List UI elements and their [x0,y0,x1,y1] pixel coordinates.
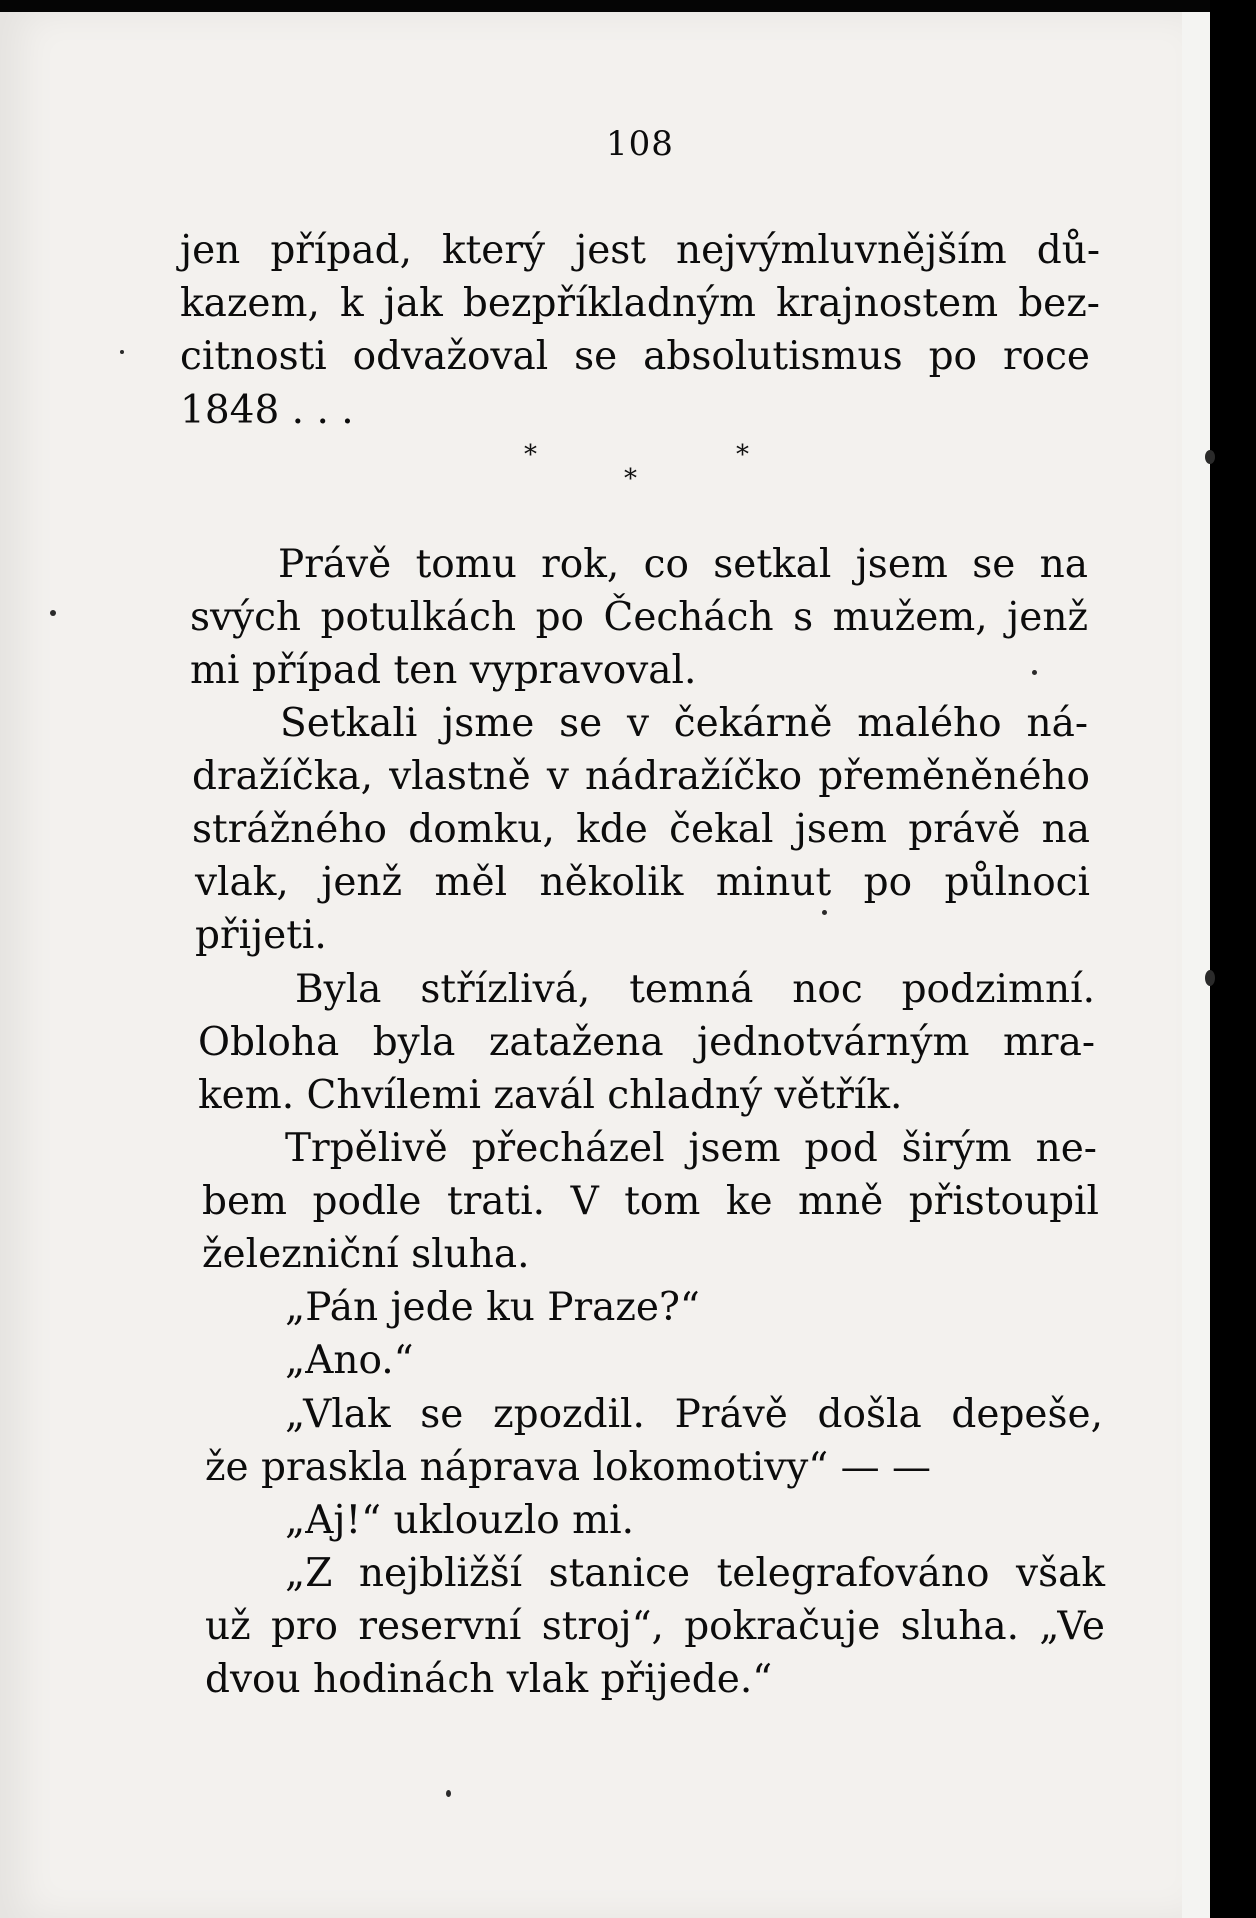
asterisk-mark: * [736,440,749,470]
section-separator [500,440,780,500]
asterisk-mark: * [524,440,537,470]
text-line: už pro reservní stroj“, pokračuje sluha. „Ve [205,1604,1105,1649]
text-line: kem. Chvílemi zavál chladný větřík. [198,1073,903,1118]
text-line: Trpělivě přecházel jsem pod širým ne- [285,1126,1097,1171]
asterisk-mark: * [624,464,637,494]
text-line: mi případ ten vypravoval. [190,648,697,693]
scan-speck [50,610,56,616]
scan-speck [120,350,124,354]
scan-speck [1032,670,1037,675]
text-line: dvou hodinách vlak přijede.“ [205,1657,773,1702]
text-line: „Ano.“ [285,1338,414,1383]
text-line: „Z nejbližší stanice telegrafováno však [285,1551,1105,1596]
text-line: citnosti odvažoval se absolutismus po roce [180,334,1090,379]
text-line: Byla střízlivá, temná noc podzimní. [295,967,1095,1012]
text-line: „Vlak se zpozdil. Právě došla depeše, [285,1392,1103,1437]
text-line: strážného domku, kde čekal jsem právě na [192,807,1090,852]
text-line: dražíčka, vlastně v nádražíčko přeměněného [192,754,1090,799]
text-line: Právě tomu rok, co setkal jsem se na [278,542,1088,587]
text-line: 1848 . . . [180,388,354,433]
scan-speck [446,1790,451,1797]
text-line: „Pán jede ku Praze?“ [285,1285,700,1330]
text-line: kazem, k jak bezpříkladným krajnostem bez- [180,281,1100,326]
text-line: jen případ, který jest nejvýmluvnějším dů- [180,228,1100,273]
text-line: přijeti. [195,913,327,958]
text-line: Setkali jsme se v čekárně malého ná- [280,701,1088,746]
scan-speck [822,910,827,915]
text-line: železniční sluha. [202,1232,530,1277]
text-line: „Aj!“ uklouzlo mi. [285,1498,635,1543]
page-edge [1182,12,1210,1918]
scan-speck [1205,970,1215,986]
text-line: svých potulkách po Čechách s mužem, jenž [190,595,1088,640]
text-line: Obloha byla zatažena jednotvárným mra- [198,1020,1095,1065]
scan-right-border [1210,0,1256,1918]
text-line: že praskla náprava lokomotivy“ — — [205,1445,932,1490]
text-line: vlak, jenž měl několik minut po půlnoci [195,860,1090,905]
scan-speck [1205,450,1215,464]
page-number: 108 [606,124,674,164]
text-line: bem podle trati. V tom ke mně přistoupil [202,1179,1099,1224]
